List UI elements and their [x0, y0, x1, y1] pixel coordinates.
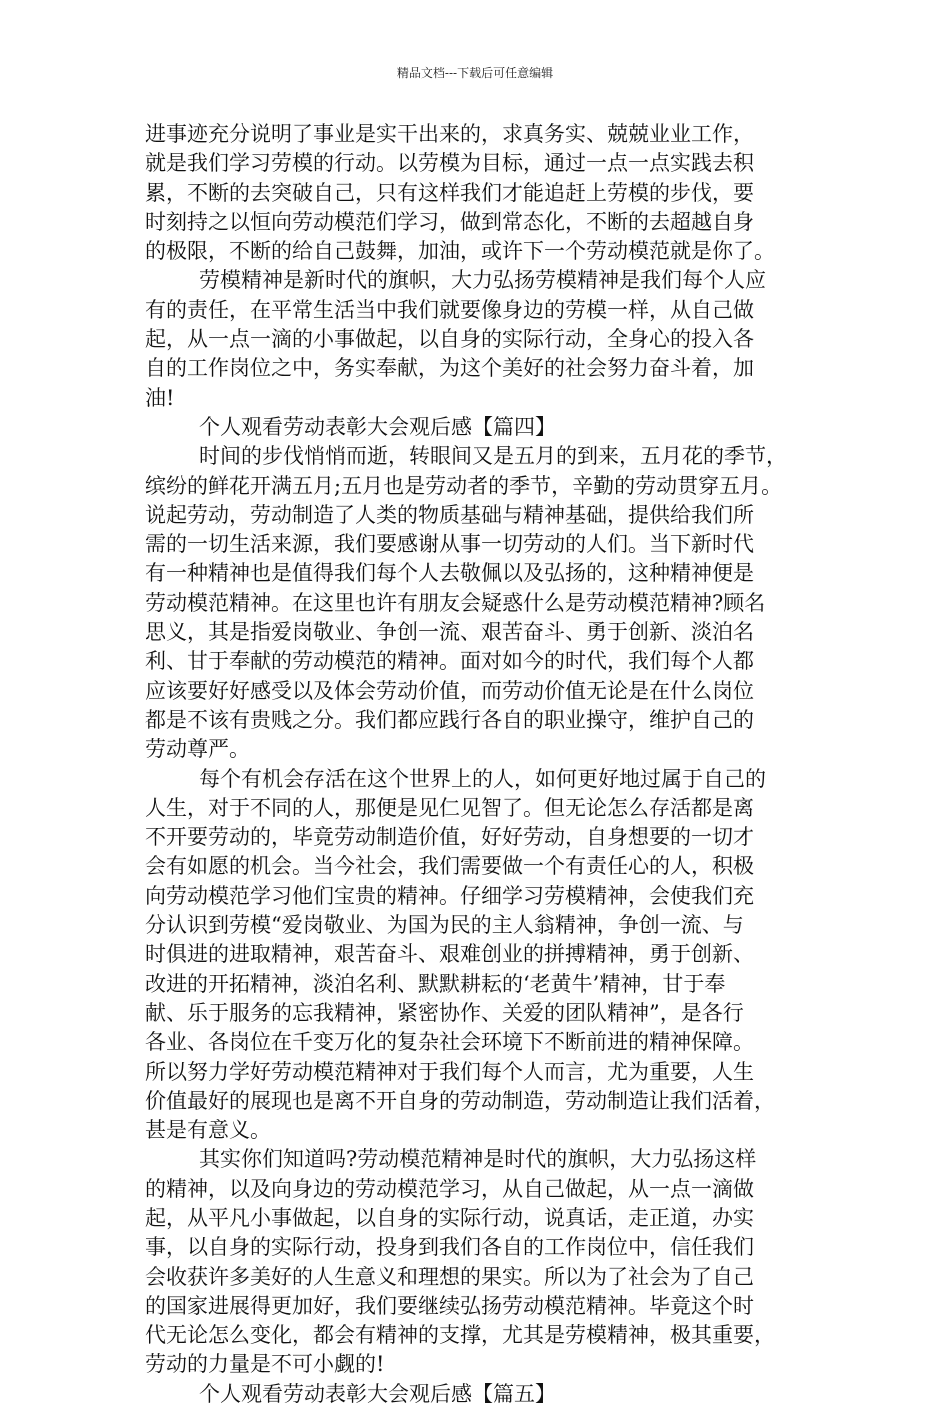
text-line: 不开要劳动的，毕竟劳动制造价值，好好劳动，自身想要的一切才 [145, 825, 754, 850]
text-line: 劳动模范精神。在这里也许有朋友会疑惑什么是劳动模范精神?顾名 [145, 590, 766, 615]
text-line: 人生，对于不同的人，那便是见仁见智了。但无论怎么存活都是离 [145, 795, 754, 820]
text-line: 代无论怎么变化，都会有精神的支撑，尤其是劳模精神，极其重要， [145, 1323, 775, 1348]
text-line: 说起劳动，劳动制造了人类的物质基础与精神基础，提供给我们所 [145, 502, 754, 527]
text-line: 就是我们学习劳模的行动。以劳模为目标，通过一点一点实践去积 [145, 151, 754, 176]
section-heading: 个人观看劳动表彰大会观后感【篇四】 [199, 414, 556, 439]
text-line: 其实你们知道吗?劳动模范精神是时代的旗帜，大力弘扬这样 [199, 1147, 757, 1172]
document-body [145, 120, 810, 1409]
text-line: 改进的开拓精神，淡泊名利、默默耕耘的‘老黄牛’精神，甘于奉 [145, 971, 726, 996]
text-line: 需的一切生活来源，我们要感谢从事一切劳动的人们。当下新时代 [145, 532, 754, 557]
text-line: 起，从一点一滴的小事做起，以自身的实际行动，全身心的投入各 [145, 327, 754, 352]
text-line: 每个有机会存活在这个世界上的人，如何更好地过属于自己的 [199, 766, 766, 791]
text-line: 甚是有意义。 [145, 1118, 271, 1143]
text-line: 的精神，以及向身边的劳动模范学习，从自己做起，从一点一滴做 [145, 1176, 754, 1201]
text-line: 事，以自身的实际行动，投身到我们各自的工作岗位中，信任我们 [145, 1235, 754, 1260]
text-line: 的极限，不断的给自己鼓舞，加油，或许下一个劳动模范就是你了。 [145, 239, 775, 264]
page-header: 精品文档---下载后可任意编辑 [396, 66, 554, 80]
text-line: 有一种精神也是值得我们每个人去敬佩以及弘扬的，这种精神便是 [145, 561, 754, 586]
text-line: 都是不该有贵贱之分。我们都应践行各自的职业操守，维护自己的 [145, 707, 754, 732]
text-line: 的国家进展得更加好，我们要继续弘扬劳动模范精神。毕竟这个时 [145, 1293, 754, 1318]
text-line: 应该要好好感受以及体会劳动价值，而劳动价值无论是在什么岗位 [145, 678, 754, 703]
text-line: 劳动尊严。 [145, 737, 250, 762]
text-line: 价值最好的展现也是离不开自身的劳动制造，劳动制造让我们活着， [145, 1088, 775, 1113]
text-line: 劳模精神是新时代的旗帜，大力弘扬劳模精神是我们每个人应 [199, 268, 766, 293]
text-line: 时间的步伐悄悄而逝，转眼间又是五月的到来，五月花的季节， [199, 444, 787, 469]
text-line: 累，不断的去突破自己，只有这样我们才能追赶上劳模的步伐，要 [145, 180, 754, 205]
text-line: 思义，其是指爱岗敬业、争创一流、艰苦奋斗、勇于创新、淡泊名 [145, 620, 754, 645]
text-line: 时俱进的进取精神，艰苦奋斗、艰难创业的拼搏精神，勇于创新、 [145, 942, 754, 967]
section-heading: 个人观看劳动表彰大会观后感【篇五】 [199, 1381, 556, 1406]
text-line: 进事迹充分说明了事业是实干出来的，求真务实、兢兢业业工作， [145, 122, 754, 146]
text-line: 时刻持之以恒向劳动模范们学习，做到常态化，不断的去超越自身 [145, 209, 754, 234]
text-line: 缤纷的鲜花开满五月;五月也是劳动者的季节，辛勤的劳动贯穿五月。 [145, 473, 783, 498]
text-line: 起，从平凡小事做起，以自身的实际行动，说真话，走正道，办实 [145, 1205, 754, 1230]
text-line: 向劳动模范学习他们宝贵的精神。仔细学习劳模精神，会使我们充 [145, 883, 754, 908]
text-line: 会收获许多美好的人生意义和理想的果实。所以为了社会为了自己 [145, 1264, 754, 1289]
text-line: 利、甘于奉献的劳动模范的精神。面对如今的时代，我们每个人都 [145, 649, 754, 674]
text-line: 有的责任，在平常生活当中我们就要像身边的劳模一样，从自己做 [145, 297, 754, 322]
text-line: 分认识到劳模“爱岗敬业、为国为民的主人翁精神，争创一流、与 [145, 913, 744, 938]
text-line: 油! [145, 385, 175, 410]
text-line: 劳动的力量是不可小觑的! [145, 1352, 385, 1377]
text-line: 自的工作岗位之中，务实奉献，为这个美好的社会努力奋斗着，加 [145, 356, 754, 381]
text-line: 所以努力学好劳动模范精神对于我们每个人而言，尤为重要，人生 [145, 1059, 754, 1084]
text-line: 献、乐于服务的忘我精神，紧密协作、关爱的团队精神”，是各行 [145, 1000, 744, 1025]
text-line: 各业、各岗位在千变万化的复杂社会环境下不断前进的精神保障。 [145, 1030, 754, 1055]
text-line: 会有如愿的机会。当今社会，我们需要做一个有责任心的人，积极 [145, 854, 754, 879]
